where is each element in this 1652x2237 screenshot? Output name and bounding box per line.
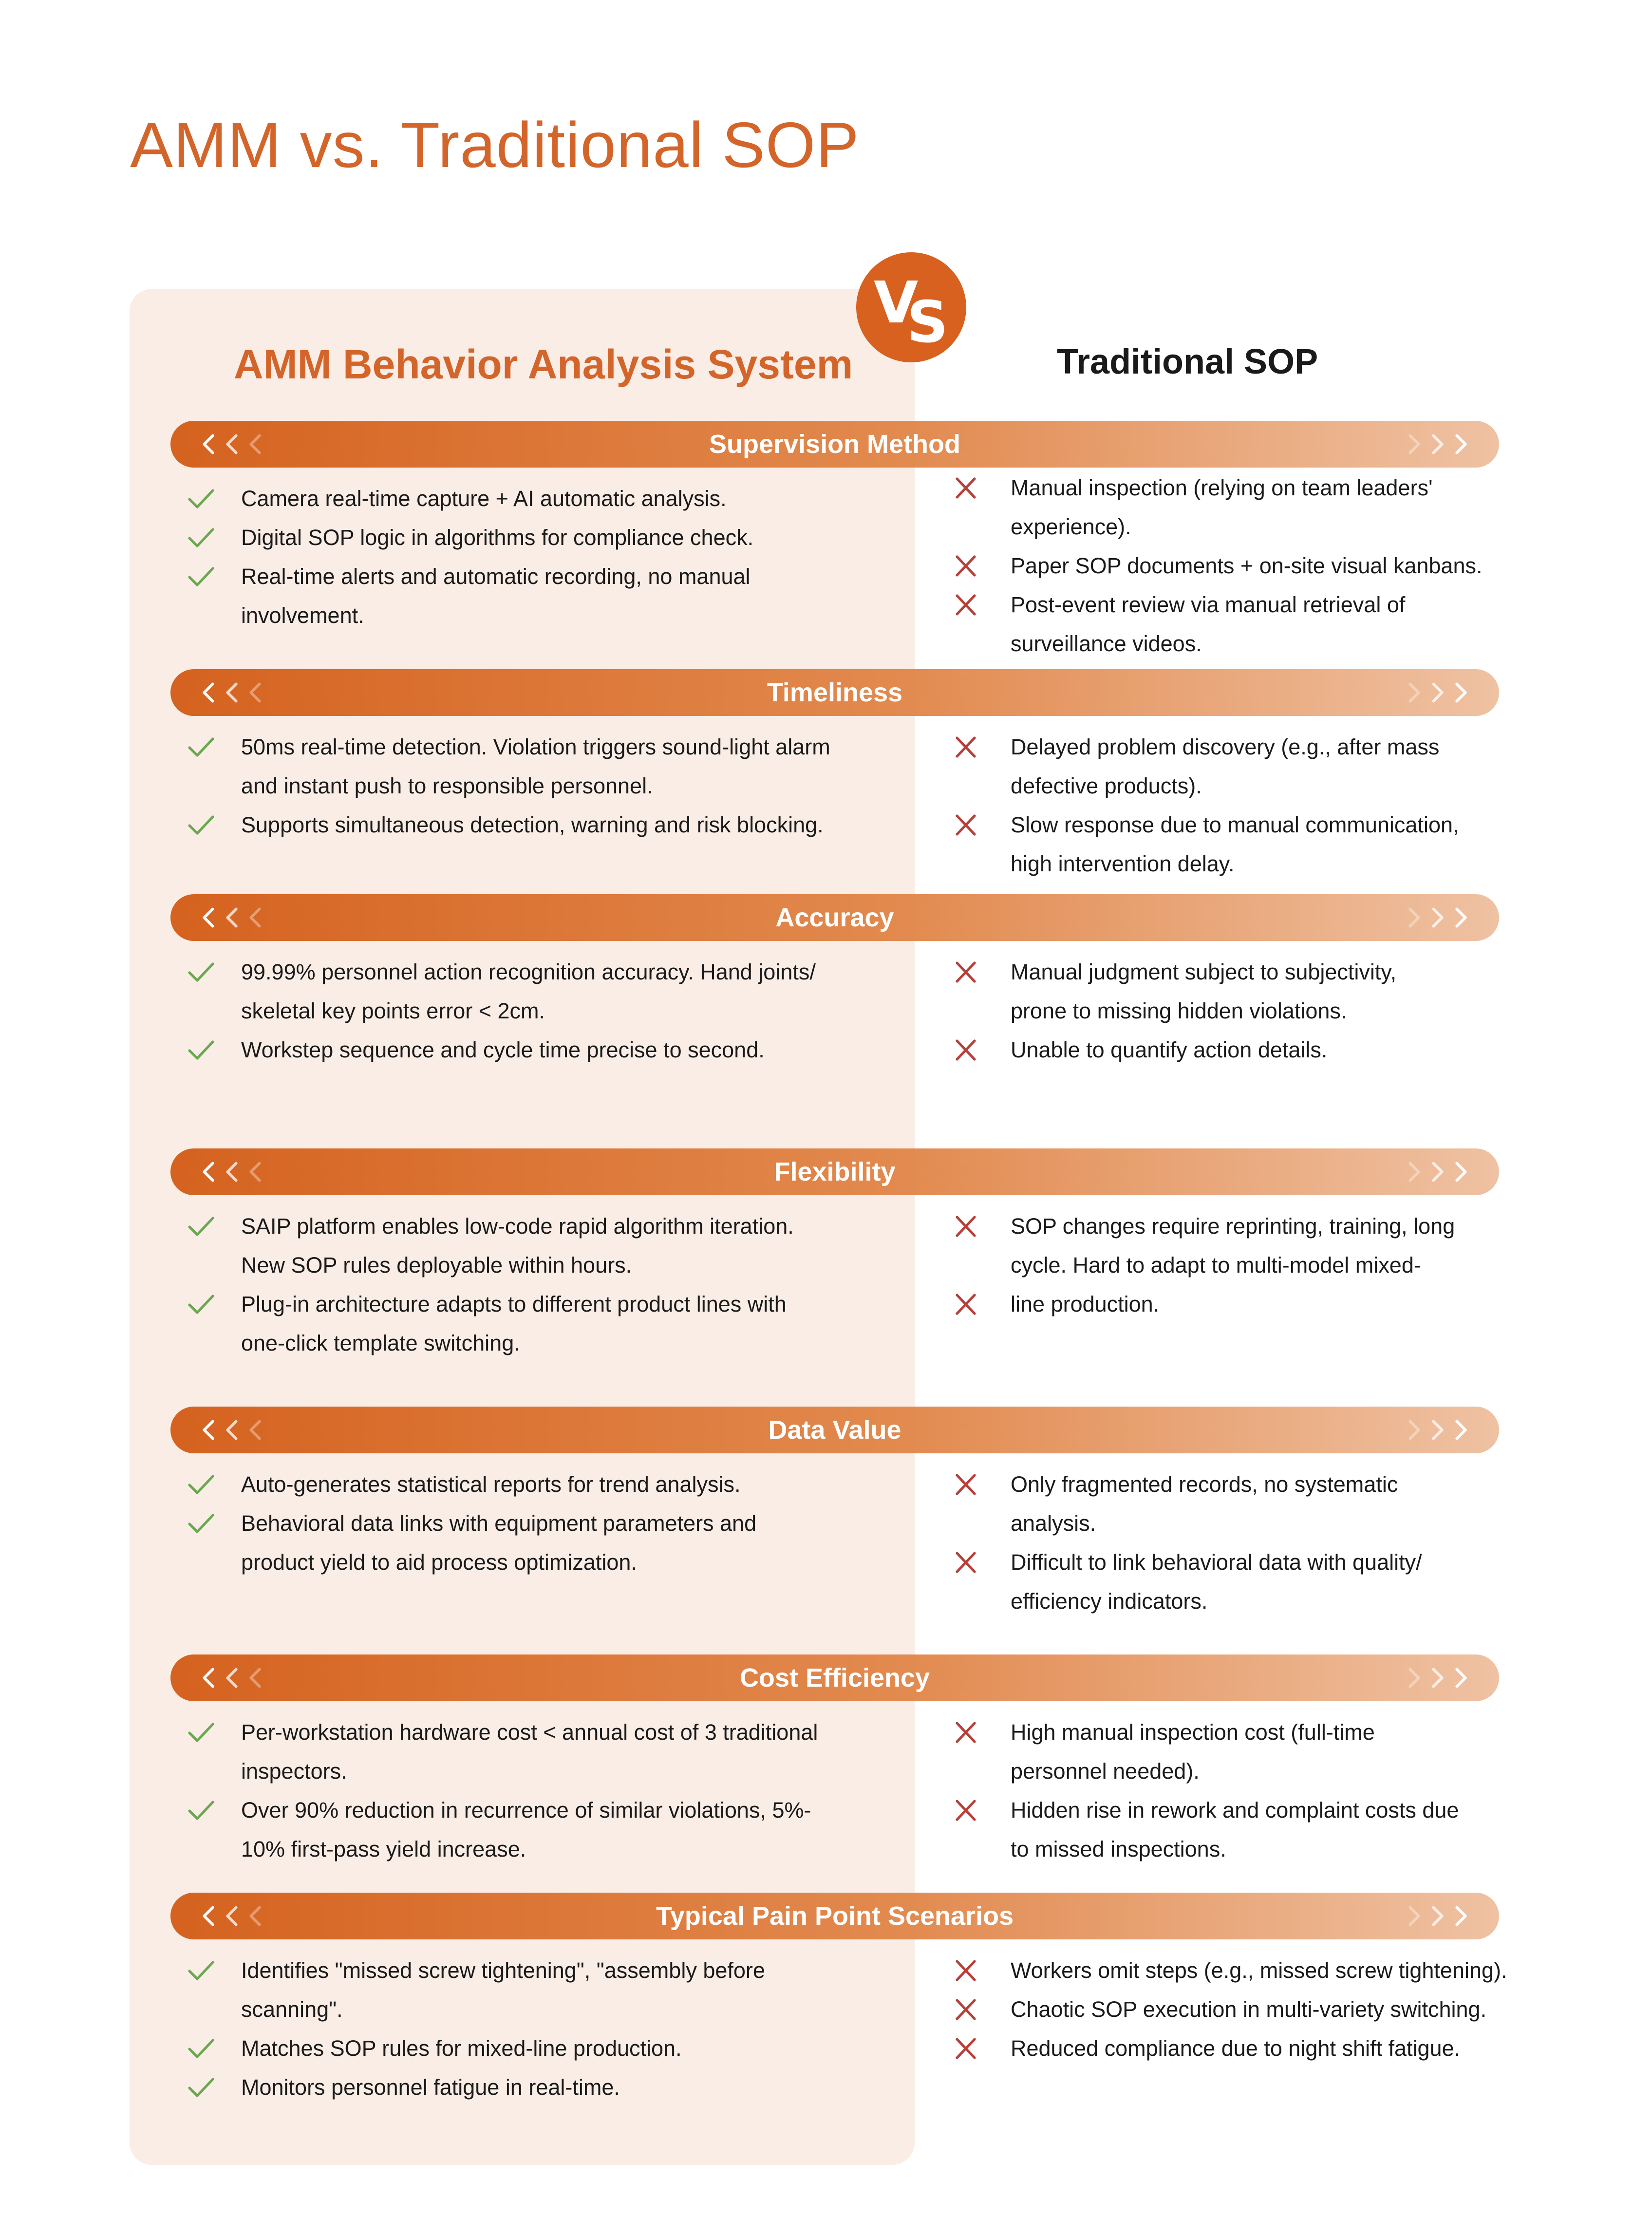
page-title: AMM vs. Traditional SOP — [130, 109, 860, 181]
cross-icon — [951, 476, 980, 500]
amm-item-line: scanning". — [241, 1997, 343, 2022]
sop-item-line: SOP changes require reprinting, training, long — [1011, 1214, 1455, 1239]
check-icon — [187, 1472, 216, 1497]
amm-item-line: SAIP platform enables low-code rapid algorithm iteration. — [241, 1214, 794, 1239]
section-header-bar — [170, 1893, 1499, 1939]
check-icon — [187, 2075, 216, 2100]
sop-item-line: prone to missing hidden violations. — [1011, 998, 1347, 1023]
amm-item-line: Workstep sequence and cycle time precise to second. — [241, 1037, 765, 1062]
amm-item-line: skeletal key points error < 2cm. — [241, 998, 545, 1023]
amm-item-line: Real-time alerts and automatic recording, no manual — [241, 564, 751, 589]
cross-icon — [951, 1720, 980, 1745]
cross-icon — [951, 1214, 980, 1239]
check-icon — [187, 1798, 216, 1823]
sop-item-line: to missed inspections. — [1011, 1837, 1226, 1861]
cross-icon — [951, 1798, 980, 1823]
vs-letter-v: V — [874, 269, 919, 336]
sop-item-line: defective products). — [1011, 773, 1202, 798]
sop-item-line: analysis. — [1011, 1511, 1096, 1536]
amm-item-line: Camera real-time capture + AI automatic analysis. — [241, 486, 727, 511]
amm-item-line: Monitors personnel fatigue in real-time. — [241, 2075, 620, 2100]
amm-column-title: AMM Behavior Analysis System — [234, 341, 853, 387]
sop-item-line: Manual inspection (relying on team leaders' — [1011, 475, 1433, 500]
amm-item-line: 99.99% personnel action recognition accuracy. Hand joints/ — [241, 959, 816, 984]
check-icon — [187, 1038, 216, 1062]
sop-item-line: Delayed problem discovery (e.g., after mass — [1011, 734, 1440, 759]
vs-badge — [856, 252, 966, 362]
check-icon — [187, 1720, 216, 1745]
check-icon — [187, 526, 216, 550]
check-icon — [187, 487, 216, 511]
amm-item-line: inspectors. — [241, 1759, 347, 1784]
section-header-bar — [170, 894, 1499, 941]
section-title: Accuracy — [775, 903, 894, 932]
check-icon — [187, 1958, 216, 1983]
vs-letter-s: S — [907, 288, 948, 356]
cross-icon — [951, 1038, 980, 1062]
section-title: Timeliness — [767, 678, 903, 707]
cross-icon — [951, 1292, 980, 1316]
sop-item-line: Hidden rise in rework and complaint costs due — [1011, 1798, 1459, 1823]
sop-item-line: Manual judgment subject to subjectivity, — [1011, 959, 1397, 984]
sop-item-line: Difficult to link behavioral data with quality/ — [1011, 1550, 1422, 1575]
sop-item-line: Workers omit steps (e.g., missed screw tightening). — [1011, 1958, 1507, 1983]
section-header-bar — [170, 1407, 1499, 1453]
cross-icon — [951, 960, 980, 984]
check-icon — [187, 1511, 216, 1536]
check-icon — [187, 813, 216, 837]
check-icon — [187, 564, 216, 589]
amm-item-line: one-click template switching. — [241, 1331, 520, 1355]
sop-item-line: Chaotic SOP execution in multi-variety switching. — [1011, 1997, 1487, 2022]
amm-item-line: product yield to aid process optimization. — [241, 1550, 637, 1575]
cross-icon — [951, 593, 980, 617]
section-title: Typical Pain Point Scenarios — [656, 1901, 1014, 1931]
section-title: Data Value — [768, 1415, 901, 1445]
amm-item-line: and instant push to responsible personnel. — [241, 773, 653, 798]
section-header-bar — [170, 421, 1499, 468]
cross-icon — [951, 813, 980, 837]
sop-item-line: Slow response due to manual communication, — [1011, 812, 1459, 837]
sop-item-line: Post-event review via manual retrieval of — [1011, 592, 1406, 617]
cross-icon — [951, 1472, 980, 1497]
amm-item-line: 50ms real-time detection. Violation triggers sound-light alarm — [241, 734, 830, 759]
amm-item-line: Identifies "missed screw tightening", "assembly before — [241, 1958, 765, 1983]
amm-item-line: Over 90% reduction in recurrence of similar violations, 5%- — [241, 1798, 811, 1823]
amm-item-line: 10% first-pass yield increase. — [241, 1837, 526, 1861]
sop-item-line: efficiency indicators. — [1011, 1589, 1208, 1614]
sop-item-line: Paper SOP documents + on-site visual kanbans. — [1011, 553, 1483, 578]
check-icon — [187, 735, 216, 759]
sop-item-line: personnel needed). — [1011, 1759, 1200, 1784]
section-header-bar — [170, 1148, 1499, 1195]
amm-item-line: involvement. — [241, 603, 364, 628]
cross-icon — [951, 735, 980, 759]
section-header-bar — [170, 669, 1499, 716]
sop-item-line: Reduced compliance due to night shift fatigue. — [1011, 2036, 1461, 2061]
section-title: Cost Efficiency — [739, 1663, 930, 1692]
check-icon — [187, 1292, 216, 1316]
sop-item-line: experience). — [1011, 514, 1131, 539]
amm-item-line: Matches SOP rules for mixed-line production. — [241, 2036, 682, 2061]
check-icon — [187, 1214, 216, 1239]
cross-icon — [951, 2036, 980, 2061]
amm-item-line: Per-workstation hardware cost < annual cost of 3 traditional — [241, 1720, 818, 1745]
check-icon — [187, 2036, 216, 2061]
section-title: Flexibility — [774, 1157, 896, 1186]
sop-item-line: High manual inspection cost (full-time — [1011, 1720, 1375, 1745]
cross-icon — [951, 1997, 980, 2022]
amm-item-line: Plug-in architecture adapts to different product lines with — [241, 1292, 787, 1316]
sop-item-line: high intervention delay. — [1011, 851, 1235, 876]
sop-item-line: surveillance videos. — [1011, 631, 1202, 656]
section-title: Supervision Method — [709, 430, 961, 459]
sop-column-title: Traditional SOP — [1057, 342, 1318, 381]
sop-item-line: Only fragmented records, no systematic — [1011, 1472, 1398, 1497]
cross-icon — [951, 1550, 980, 1575]
check-icon — [187, 960, 216, 984]
sop-item-line: cycle. Hard to adapt to multi-model mixed- — [1011, 1253, 1421, 1278]
sop-item-line: line production. — [1011, 1292, 1160, 1316]
cross-icon — [951, 1958, 980, 1983]
amm-item-line: Behavioral data links with equipment parameters and — [241, 1511, 757, 1536]
amm-item-line: New SOP rules deployable within hours. — [241, 1253, 632, 1278]
section-header-bar — [170, 1654, 1499, 1701]
cross-icon — [951, 554, 980, 578]
amm-item-line: Auto-generates statistical reports for trend analysis. — [241, 1472, 741, 1497]
sop-item-line: Unable to quantify action details. — [1011, 1037, 1328, 1062]
amm-item-line: Supports simultaneous detection, warning and risk blocking. — [241, 812, 824, 837]
amm-item-line: Digital SOP logic in algorithms for compliance check. — [241, 525, 754, 550]
